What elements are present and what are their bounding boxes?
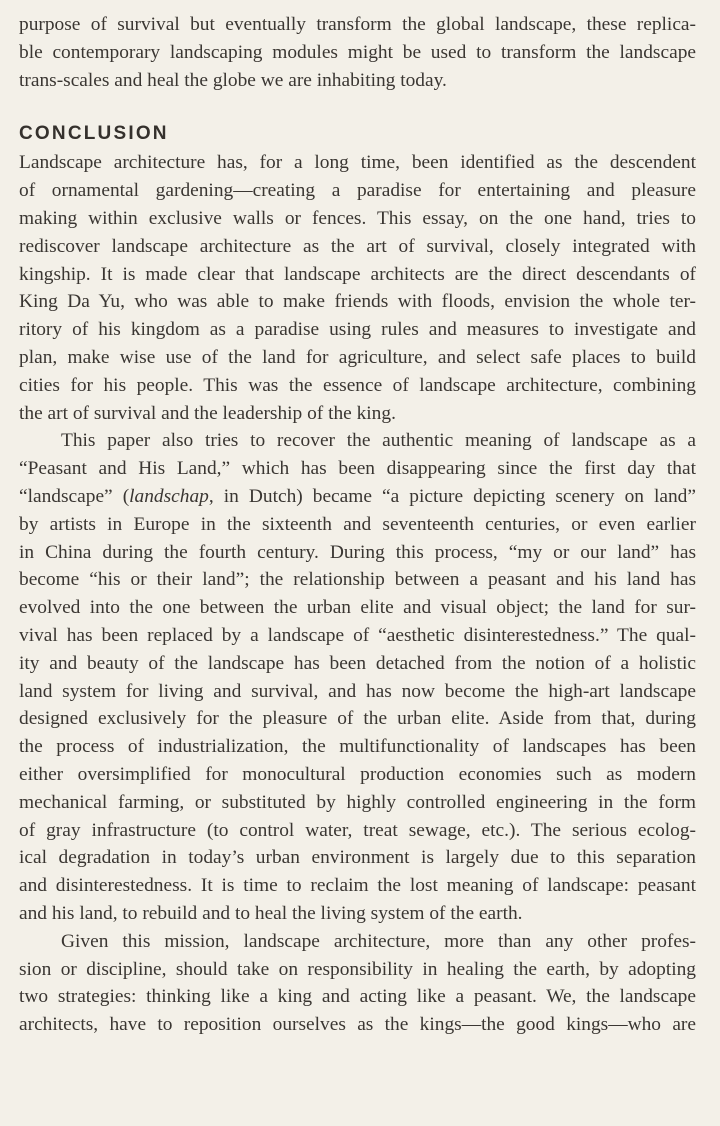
text-line: designed exclusively for the pleasure of the urban elite. Aside from that, during — [19, 708, 696, 730]
text-line: vival has been replaced by a landscape of “aesthetic disinterestedness.” The qual- — [19, 624, 696, 646]
text-line: This paper also tries to recover the authentic meaning of landscape as a — [61, 430, 696, 452]
section-heading: CONCLUSION — [19, 123, 169, 145]
text-line: by artists in Europe in the sixteenth and seventeenth centuries, or even earlier — [19, 513, 696, 535]
text-line: “Peasant and His Land,” which has been disappearing since the first day that — [19, 458, 696, 480]
section-gap — [19, 94, 696, 120]
text-line-with-italic — [19, 483, 696, 511]
text-line: and disinterestedness. It is time to reclaim the lost meaning of landscape: peasant — [19, 875, 696, 897]
italic-term: landschap — [129, 485, 209, 507]
text-fragment: , in Dutch) became “a picture depicting scenery on land” — [208, 485, 696, 507]
intro-paragraph — [19, 11, 696, 94]
text-line: Given this mission, landscape architecture, more than any other profes- — [61, 930, 696, 952]
text-line: the process of industrialization, the multifunctionality of landscapes has been — [19, 736, 696, 758]
text-line: ritory of his kingdom as a paradise using rules and measures to investigate and — [19, 319, 696, 341]
text-line: King Da Yu, who was able to make friends with floods, envision the whole ter- — [19, 291, 696, 313]
text-line: Landscape architecture has, for a long time, been identified as the descendent — [19, 152, 696, 174]
conclusion-paragraph-3 — [19, 928, 696, 1039]
text-line: ical degradation in today’s urban environment is largely due to this separation — [19, 847, 696, 869]
text-line: land system for living and survival, and has now become the high-art landscape — [19, 680, 696, 702]
text-line: plan, make wise use of the land for agriculture, and select safe places to build — [19, 346, 696, 368]
text-line: the art of survival and the leadership of the king. — [19, 402, 396, 424]
text-line: making within exclusive walls or fences. This essay, on the one hand, tries to — [19, 207, 696, 229]
text-line: purpose of survival but eventually transform the global landscape, these replica- — [19, 14, 696, 35]
conclusion-paragraph-2 — [19, 427, 696, 927]
text-line: ity and beauty of the landscape has been detached from the notion of a holistic — [19, 652, 696, 674]
text-line: architects, have to reposition ourselves as the kings—the good kings—who are — [19, 1014, 696, 1036]
text-line: of ornamental gardening—creating a paradise for entertaining and pleasure — [19, 180, 696, 202]
text-line: two strategies: thinking like a king and acting like a peasant. We, the landscape — [19, 986, 696, 1008]
conclusion-paragraph-1 — [19, 149, 696, 427]
text-line: kingship. It is made clear that landscape architects are the direct descendants of — [19, 263, 696, 285]
text-line: mechanical farming, or substituted by highly controlled engineering in the form — [19, 791, 696, 813]
text-line: rediscover landscape architecture as the art of survival, closely integrated with — [19, 235, 696, 257]
text-line: and his land, to rebuild and to heal the living system of the earth. — [19, 902, 523, 924]
text-line: ble contemporary landscaping modules might be used to transform the landscape — [19, 41, 696, 63]
text-line: in China during the fourth century. During this process, “my or our land” has — [19, 541, 696, 563]
text-line: trans-scales and heal the globe we are inhabiting today. — [19, 69, 447, 91]
text-line: evolved into the one between the urban elite and visual object; the land for sur- — [19, 597, 696, 619]
text-line: either oversimplified for monocultural production economies such as modern — [19, 763, 696, 785]
text-line: of gray infrastructure (to control water, treat sewage, etc.). The serious ecolog- — [19, 819, 696, 841]
text-line: cities for his people. This was the essence of landscape architecture, combining — [19, 374, 696, 396]
text-line: become “his or their land”; the relationship between a peasant and his land has — [19, 569, 696, 591]
page-text — [19, 11, 696, 1039]
text-fragment: “landscape” ( — [19, 485, 130, 507]
text-line: sion or discipline, should take on responsibility in healing the earth, by adopting — [19, 958, 696, 980]
